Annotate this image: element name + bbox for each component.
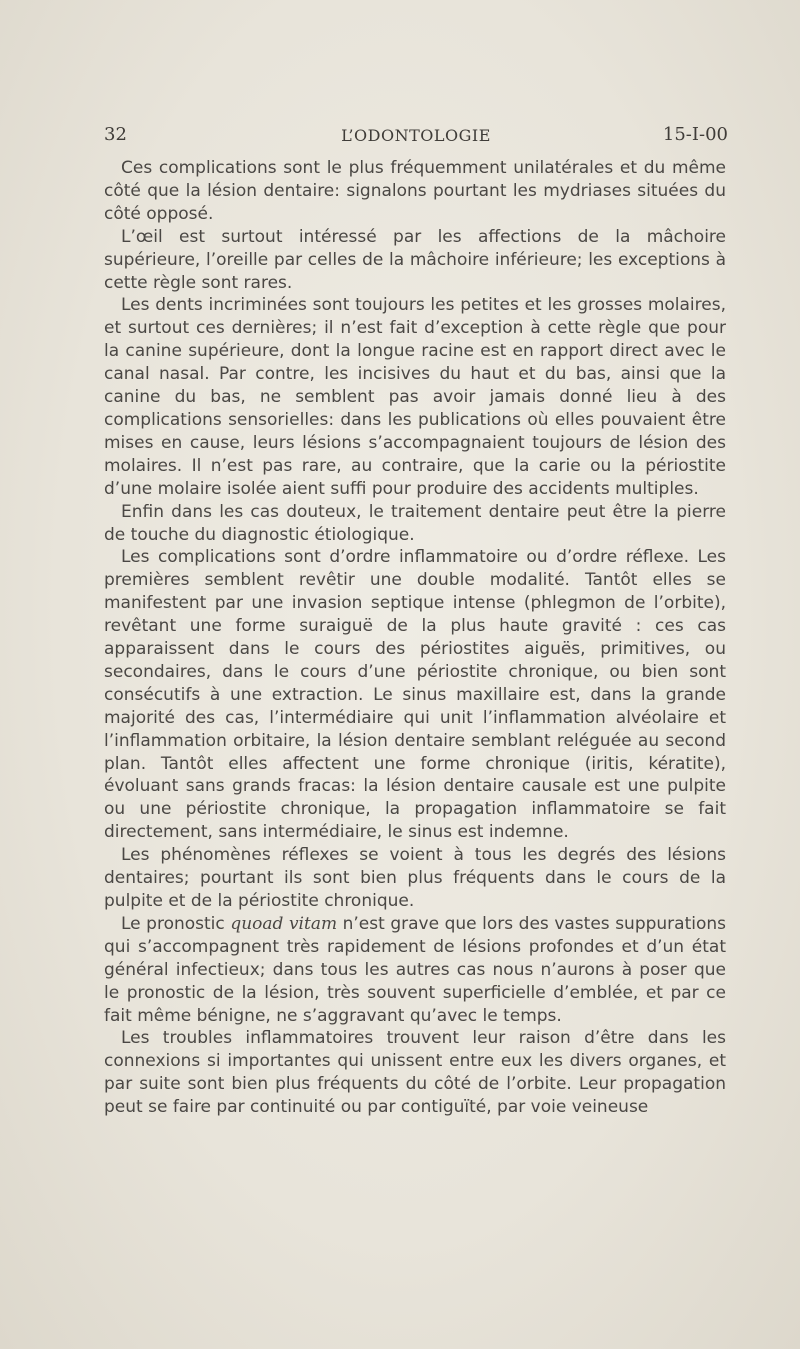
- body-text: [104, 157, 726, 1119]
- paragraph: [104, 913, 726, 1028]
- page-number: 32: [104, 124, 127, 145]
- paragraph: Les troubles inflammatoires trouvent leur raison d’être dans les connexions si importantes qui unissent entre eux les divers organes, et par suite sont bien plus fréquents du côté de l’orbite. Leur propagation peut se faire par continuité ou par contiguïté, par voie veineuse: [104, 1028, 726, 1118]
- latin-phrase: quoad vitam: [230, 913, 338, 934]
- paragraph: Les dents incriminées sont toujours les petites et les grosses molaires, et surtout ces dernières; il n’est fait d’exception à cette règle que pour la canine supérieure, dont la longue racine est en rapport direct avec le canal nasal. Par contre, les incisives du haut et du bas, ainsi que la canine du bas, ne semblent pas avoir jamais donné lieu à des complications sensorielles: dans les publications où elles pouvaient être mises en cause, leurs lésions s’accompagnaient toujours de lésion des molaires. Il n’est pas rare, au contraire, que la carie ou la périostite d’une molaire isolée aient suffi pour produire des accidents multiples.: [104, 295, 726, 499]
- paragraph: Les complications sont d’ordre inflammatoire ou d’ordre réflexe. Les premières semblent revêtir une double modalité. Tantôt elles se manifestent par une invasion septique intense (phlegmon de l’orbite), revêtant une forme suraiguë de la plus haute gravité : ces cas apparaissent dans le cours des périostites aiguës, primitives, ou secondaires, dans le cours d’une périostite chronique, ou bien sont consécutifs à une extraction. Le sinus maxillaire est, dans la grande majorité des cas, l’intermédiaire qui unit l’inflammation alvéolaire et l’inflammation orbitaire, la lésion dentaire semblant reléguée au second plan. Tantôt elles affectent une forme chronique (iritis, kératite), évoluant sans grands fracas: la lésion dentaire causale est une pulpite ou une périostite chronique, la propagation inflammatoire se fait directement, sans intermédiaire, le sinus est indemne.: [104, 547, 726, 843]
- paragraph: Ces complications sont le plus fréquemment unilatérales et du même côté que la lésion dentaire: signalons pourtant les mydriases situées du côté opposé.: [104, 158, 726, 224]
- issue-date: 15-I-00: [662, 124, 728, 145]
- paragraph-text: Le pronostic: [121, 913, 231, 934]
- page-header: [104, 124, 728, 154]
- paragraph: L’œil est surtout intéressé par les affections de la mâchoire supérieure, l’oreille par celles de la mâchoire inférieure; les exceptions à cette règle sont rares.: [104, 226, 726, 293]
- paragraph-text: n’est grave que lors des vastes suppurations qui s’accompagnent très rapidement de lésions profondes et d’un état général infectieux; dans tous les autres cas nous n’aurons à poser que le pronostic de la lésion, très souvent superficielle d’emblée, et par ce fait même bénigne, ne s’aggravant qu’avec le temps.: [104, 913, 727, 1026]
- paragraph: Les phénomènes réflexes se voient à tous les degrés des lésions dentaires; pourtant ils sont bien plus fréquents dans le cours de la pulpite et de la périostite chronique.: [104, 845, 726, 911]
- paragraph: Enfin dans les cas douteux, le traitement dentaire peut être la pierre de touche du diagnostic étiologique.: [104, 501, 726, 545]
- running-title: L’ODONTOLOGIE: [341, 126, 491, 145]
